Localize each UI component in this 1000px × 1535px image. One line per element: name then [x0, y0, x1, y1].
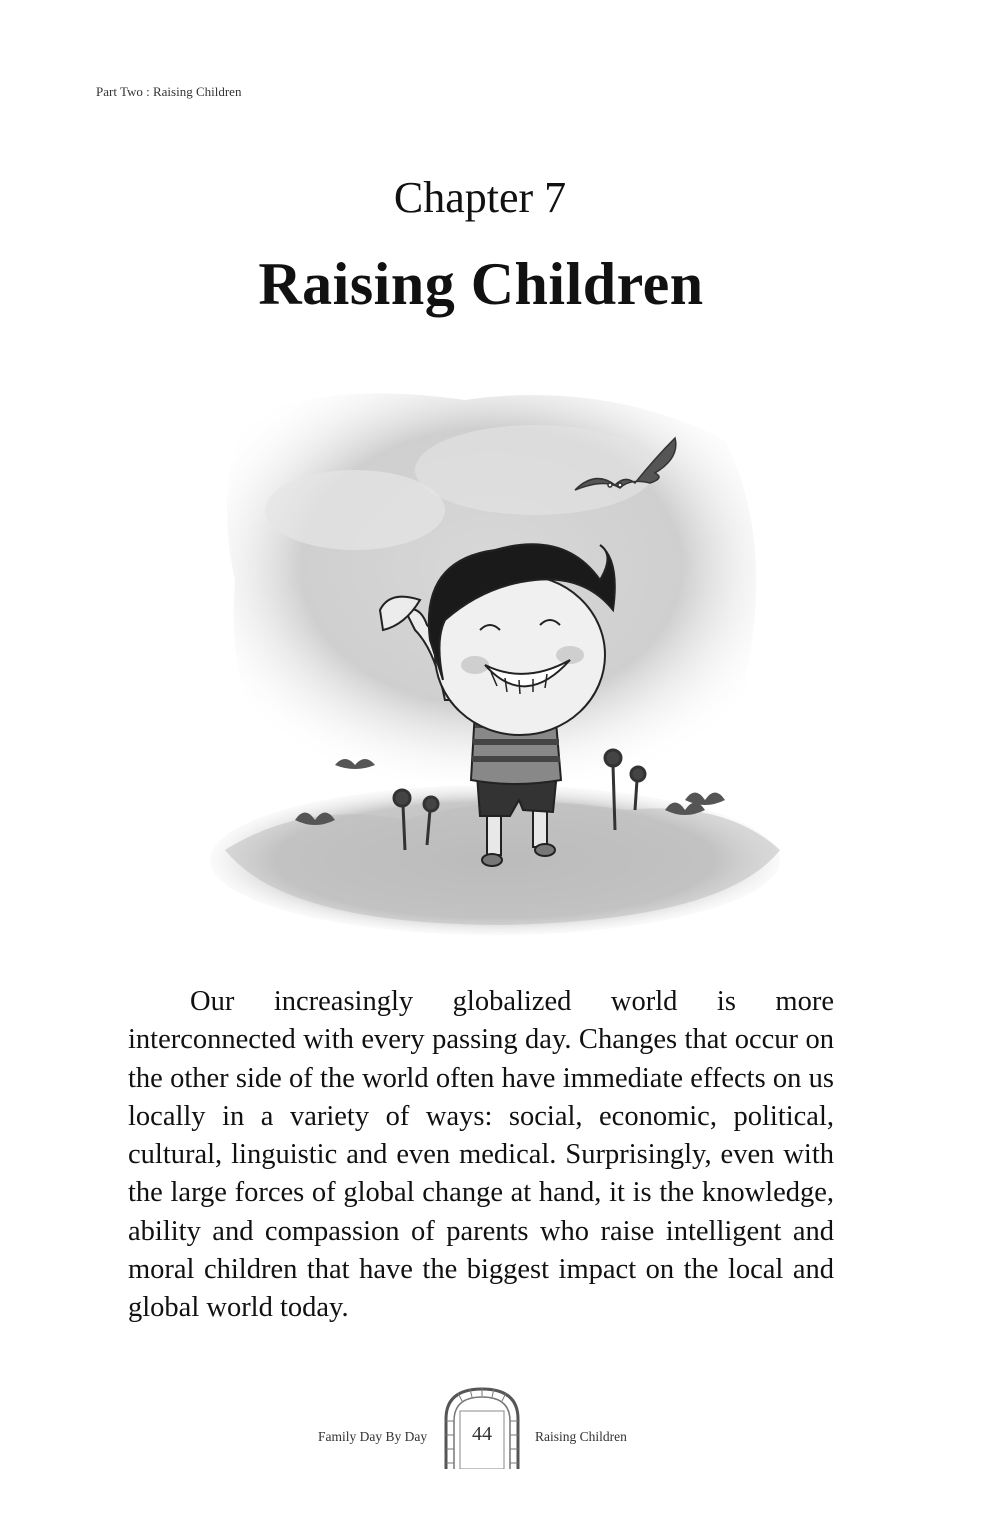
boy-bat-meadow-illustration	[205, 380, 785, 935]
chapter-title: Raising Children	[258, 251, 704, 317]
body-paragraph	[128, 983, 834, 1328]
running-head: Part Two : Raising Children	[96, 84, 242, 99]
footer-section-title: Raising Children	[535, 1429, 627, 1444]
footer-book-title: Family Day By Day	[318, 1429, 428, 1444]
chapter-label: Chapter 7	[393, 173, 567, 222]
page-footer	[0, 1385, 1000, 1475]
page-number: 44	[472, 1423, 492, 1445]
body-paragraph-text: Our increasingly globalized world is more interconnected with every passing day. Changes that occur on the other side of the world often have immediate effects on us locally in a variety of ways: social, economic, political, cultural, linguistic and even medical. Surprisingly, even with the large forces of global change at hand, it is the knowledge, ability and compassion of parents who raise intelligent and moral children that have the biggest impact on the local and global world today.	[128, 986, 834, 1324]
